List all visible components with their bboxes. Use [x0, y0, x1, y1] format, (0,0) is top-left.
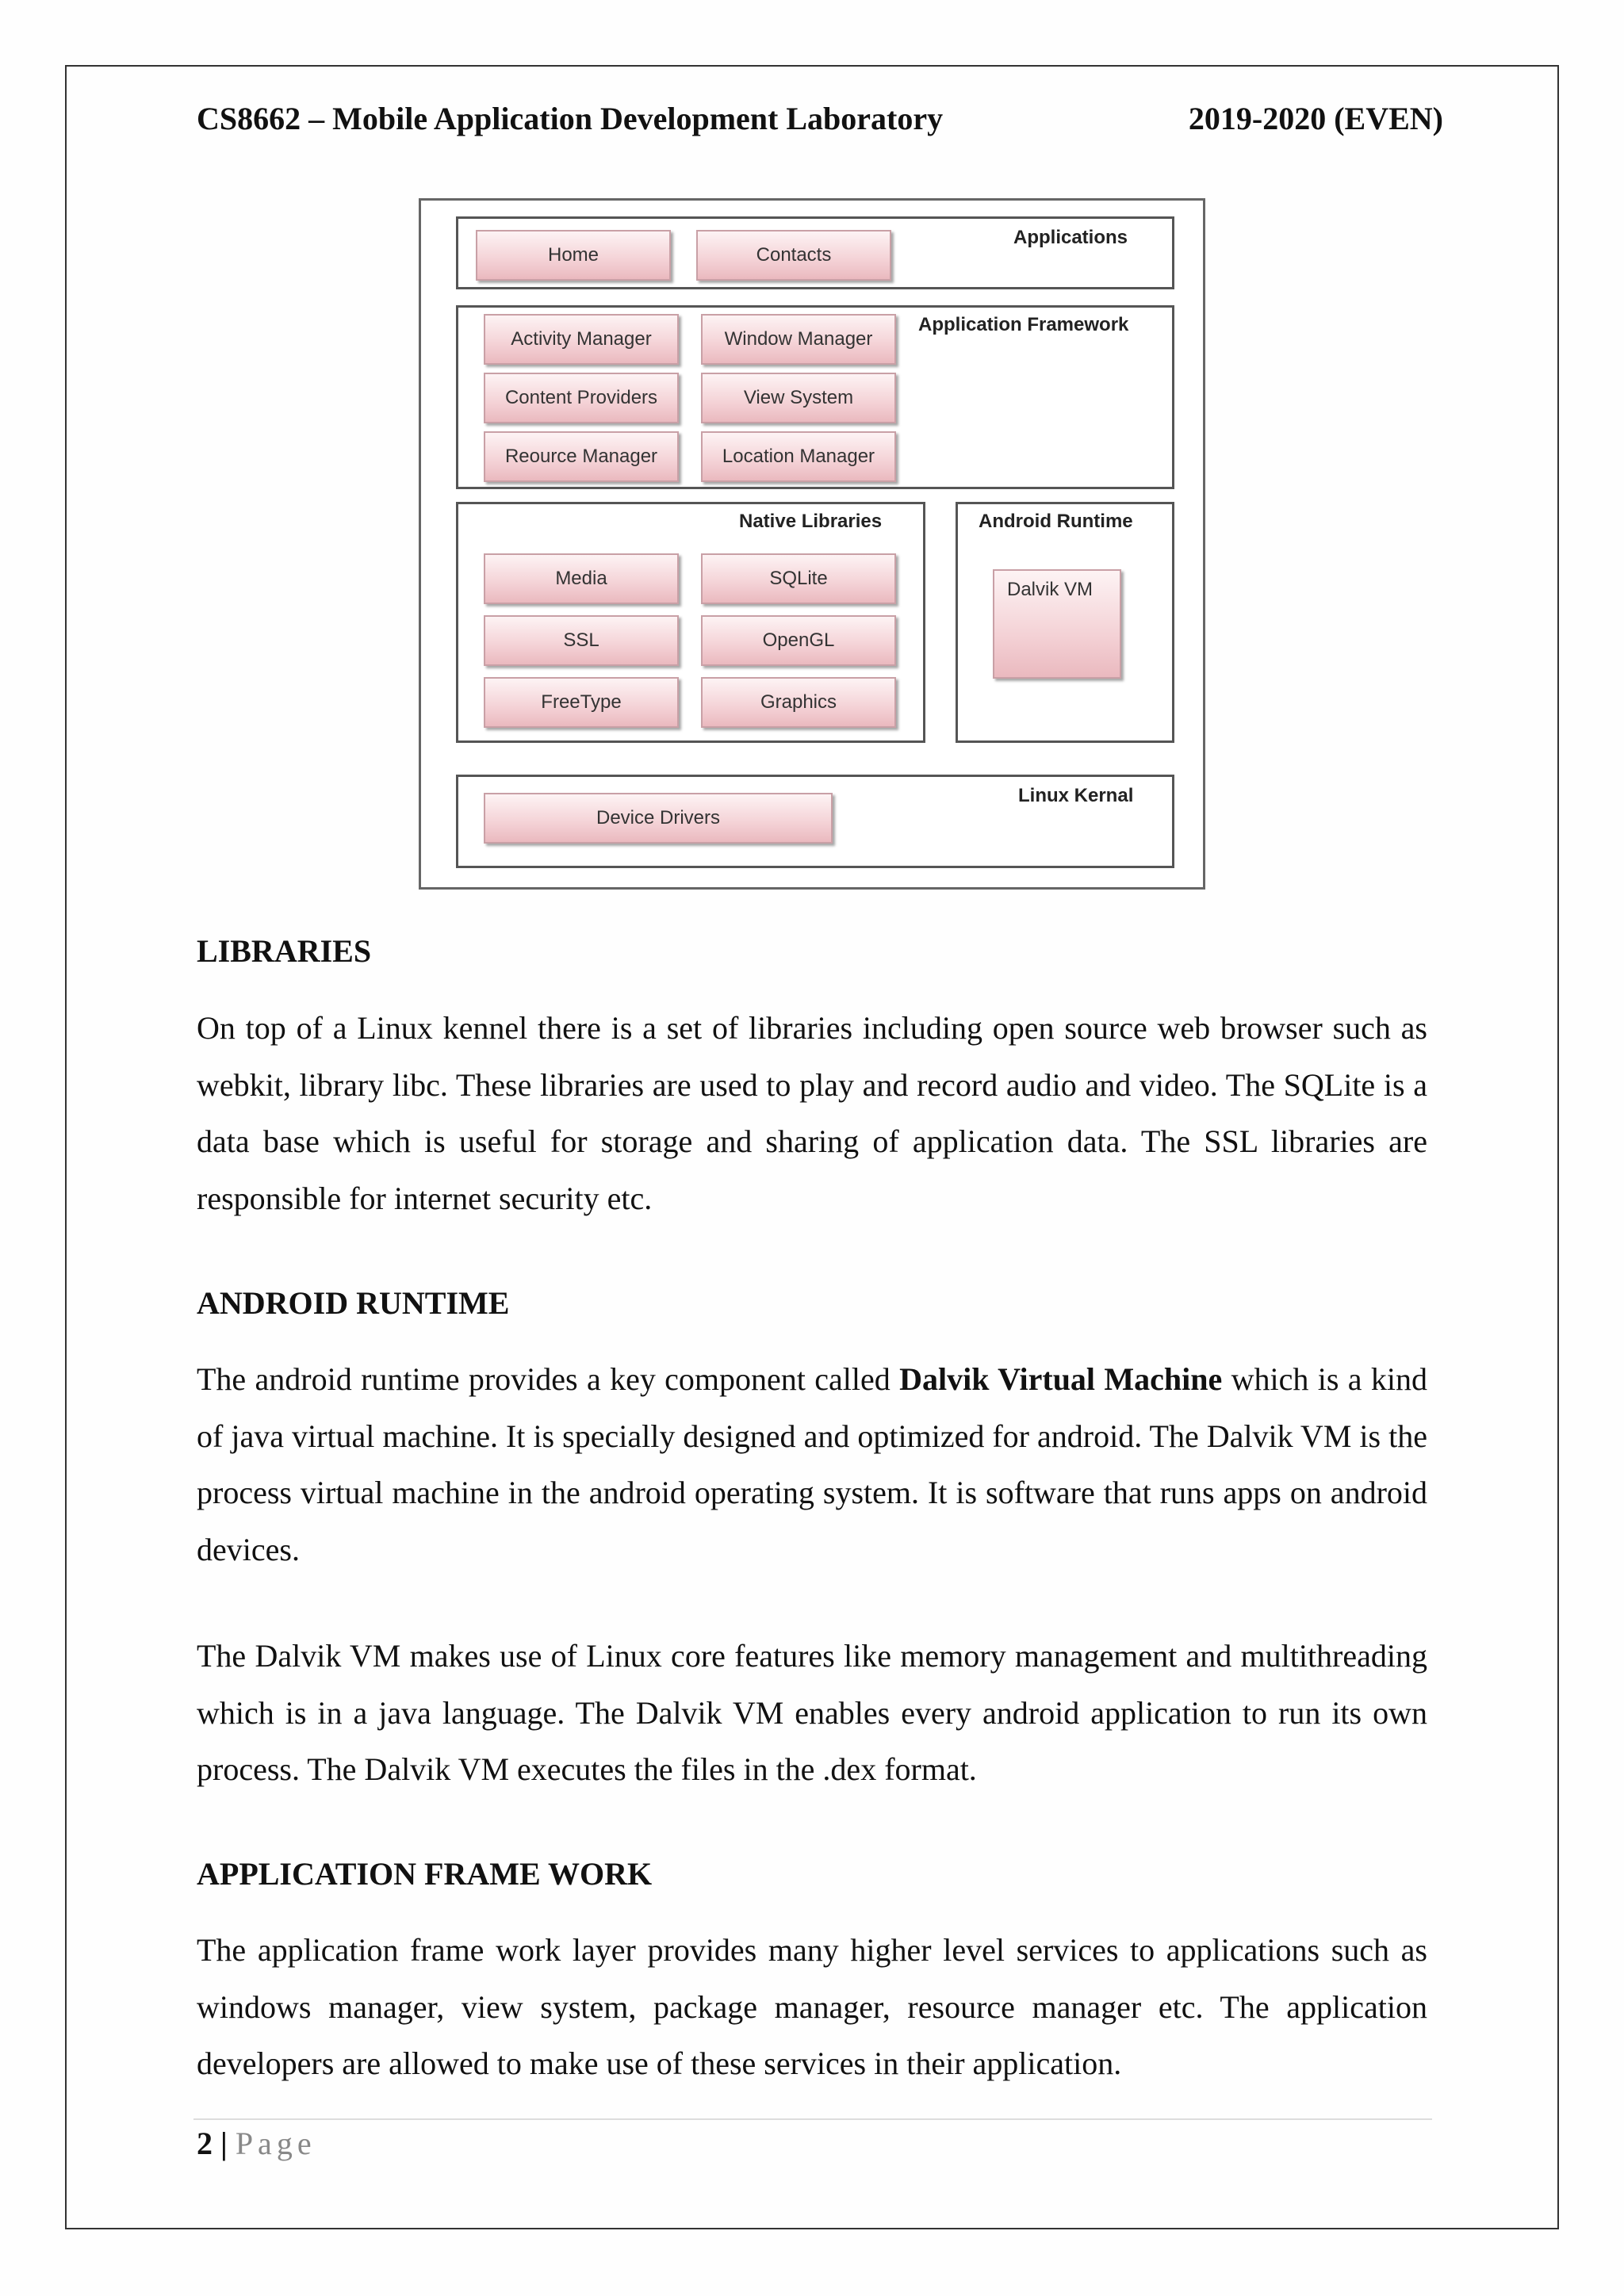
android-architecture-diagram	[419, 198, 1205, 890]
page-label: Page	[235, 2126, 316, 2161]
android-runtime-heading: ANDROID RUNTIME	[197, 1285, 510, 1321]
android-runtime-paragraph-1	[197, 1351, 1427, 1578]
application-framework-section	[197, 1854, 1427, 1895]
footer-separator: |	[220, 2126, 228, 2161]
component-opengl: OpenGL	[701, 615, 896, 666]
component-graphics: Graphics	[701, 677, 896, 728]
application-framework-body	[197, 1922, 1427, 2092]
native-libraries-layer	[456, 502, 925, 743]
android-runtime-layer-title: Android Runtime	[979, 511, 1133, 532]
linux-kernel-layer-title: Linux Kernal	[1018, 785, 1134, 806]
android-runtime-body	[197, 1351, 1427, 1578]
application-framework-heading: APPLICATION FRAME WORK	[197, 1856, 653, 1892]
native-libraries-layer-title: Native Libraries	[739, 511, 883, 532]
component-media: Media	[484, 553, 679, 604]
android-runtime-section	[197, 1283, 1427, 1324]
course-title: CS8662 – Mobile Application Development Laboratory	[197, 101, 944, 136]
linux-kernel-layer	[456, 775, 1174, 868]
component-contacts: Contacts	[696, 230, 891, 281]
libraries-body	[197, 1000, 1427, 1226]
component-activity-manager: Activity Manager	[484, 314, 679, 365]
runtime-text-after: which is a kind of java virtual machine. It is specially designed and optimized for android. The Dalvik VM is the process virtual machine in the android operating system. It is software that runs apps on android devices.	[197, 1361, 1427, 1567]
component-location-manager: Location Manager	[701, 431, 896, 482]
component-window-manager: Window Manager	[701, 314, 896, 365]
libraries-heading: LIBRARIES	[197, 933, 372, 969]
libraries-section	[197, 931, 1427, 972]
component-view-system: View System	[701, 373, 896, 423]
component-sqlite: SQLite	[701, 553, 896, 604]
page-number: 2	[197, 2126, 213, 2161]
component-freetype: FreeType	[484, 677, 679, 728]
page-footer	[197, 2123, 316, 2164]
runtime-text-before: The android runtime provides a key component called	[197, 1361, 900, 1397]
android-runtime-body-2	[197, 1628, 1427, 1798]
component-ssl: SSL	[484, 615, 679, 666]
academic-year: 2019-2020 (EVEN)	[1188, 101, 1443, 136]
footer-divider	[193, 2118, 1432, 2120]
android-runtime-layer	[956, 502, 1174, 743]
page-header	[197, 95, 1443, 143]
libraries-paragraph: On top of a Linux kennel there is a set of libraries including open source web browser such as webkit, library libc. These libraries are used to play and record audio and video. The SQLite is a data base which is useful for storage and sharing of application data. The SSL libraries are responsible for internet security etc.	[197, 1010, 1427, 1216]
application-framework-layer-title: Application Framework	[918, 314, 1129, 335]
component-dalvik-vm: Dalvik VM	[993, 569, 1121, 679]
component-home: Home	[476, 230, 671, 281]
component-content-providers: Content Providers	[484, 373, 679, 423]
applications-layer	[456, 216, 1174, 289]
application-framework-layer	[456, 305, 1174, 489]
component-device-drivers: Device Drivers	[484, 793, 833, 844]
dalvik-virtual-machine-term: Dalvik Virtual Machine	[899, 1361, 1223, 1397]
component-resource-manager: Reource Manager	[484, 431, 679, 482]
android-runtime-paragraph-2: The Dalvik VM makes use of Linux core features like memory management and multithreading which is in a java language. The Dalvik VM enables every android application to run its own process. The Dalvik VM executes the files in the .dex format.	[197, 1638, 1427, 1787]
applications-layer-title: Applications	[1013, 227, 1128, 248]
application-framework-paragraph: The application frame work layer provides many higher level services to applications such as windows manager, view system, package manager, resource manager etc. The application developers are allowed to make use of these services in their application.	[197, 1932, 1427, 2081]
